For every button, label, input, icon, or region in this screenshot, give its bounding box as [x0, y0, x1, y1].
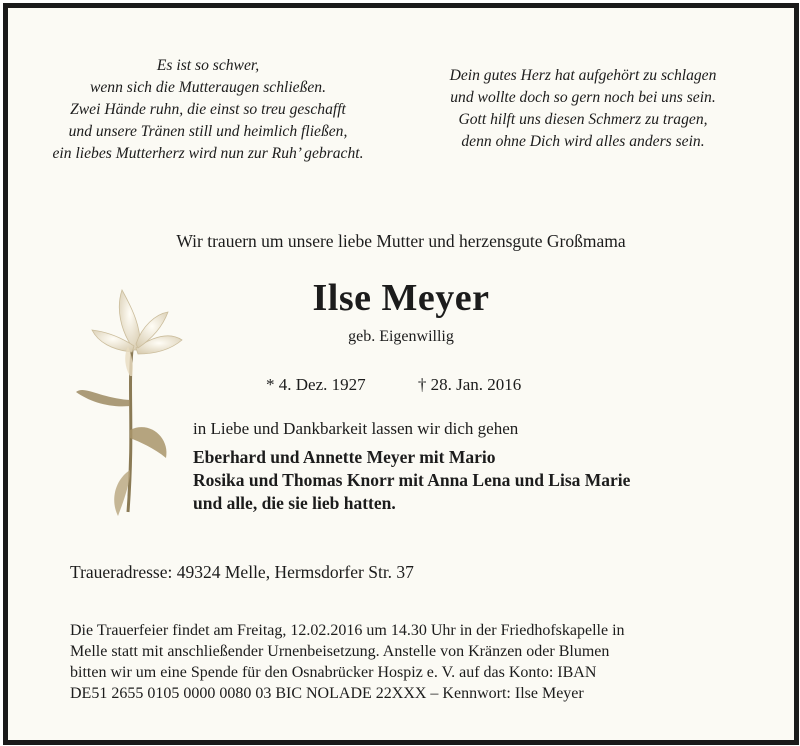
service-line: Melle statt mit anschließender Urnenbeisetzung. Anstelle von Kränzen oder Blumen [70, 643, 610, 660]
poem-line: Gott hilft uns diesen Schmerz zu tragen, [458, 111, 708, 128]
service-info [70, 620, 760, 704]
poem-left [28, 55, 388, 165]
service-line: Die Trauerfeier findet am Freitag, 12.02.2016 um 14.30 Uhr in der Friedhofskapelle in [70, 622, 625, 639]
notice-frame [3, 3, 799, 745]
life-dates [266, 375, 521, 395]
poem-right [408, 65, 758, 153]
mourner-line: und alle, die sie lieb hatten. [193, 493, 396, 513]
birth-name: geb. Eigenwillig [348, 328, 454, 345]
intro-text: Wir trauern um unsere liebe Mutter und herzensgute Großmama [176, 231, 626, 251]
service-line: DE51 2655 0105 0000 0080 03 BIC NOLADE 22XXX – Kennwort: Ilse Meyer [70, 685, 584, 702]
birth-date: * 4. Dez. 1927 [266, 375, 366, 394]
lily-leaf [76, 390, 130, 406]
deceased-name: Ilse Meyer [312, 277, 490, 319]
poem-line: Dein gutes Herz hat aufgehört zu schlagen [449, 67, 717, 84]
mourners-list [193, 446, 630, 515]
farewell-text: in Liebe und Dankbarkeit lassen wir dich gehen [193, 419, 519, 438]
poem-line: Zwei Hände ruhn, die einst so treu geschafft [70, 101, 346, 118]
mourning-address: Traueradresse: 49324 Melle, Hermsdorfer Str. 37 [70, 562, 414, 582]
poem-line: ein liebes Mutterherz wird nun zur Ruh’ gebracht. [52, 145, 364, 162]
death-date: † 28. Jan. 2016 [417, 375, 522, 394]
mourner-line: Eberhard und Annette Meyer mit Mario [193, 447, 496, 467]
poem-line: Es ist so schwer, [156, 57, 260, 74]
poem-line: und unsere Tränen still und heimlich fließen, [68, 123, 348, 140]
poem-line: und wolltе doch so gern noch bei uns sein. [450, 89, 716, 106]
poem-line: wenn sich die Mutteraugen schließen. [89, 79, 326, 96]
poem-line: denn ohne Dich wird alles anders sein. [461, 133, 705, 150]
mourner-line: Rosika und Thomas Knorr mit Anna Lena und Lisa Marie [193, 470, 631, 490]
lily-leaf [130, 427, 167, 458]
service-line: bitten wir um eine Spende für den Osnabrücker Hospiz e. V. auf das Konto: IBAN [70, 664, 597, 681]
